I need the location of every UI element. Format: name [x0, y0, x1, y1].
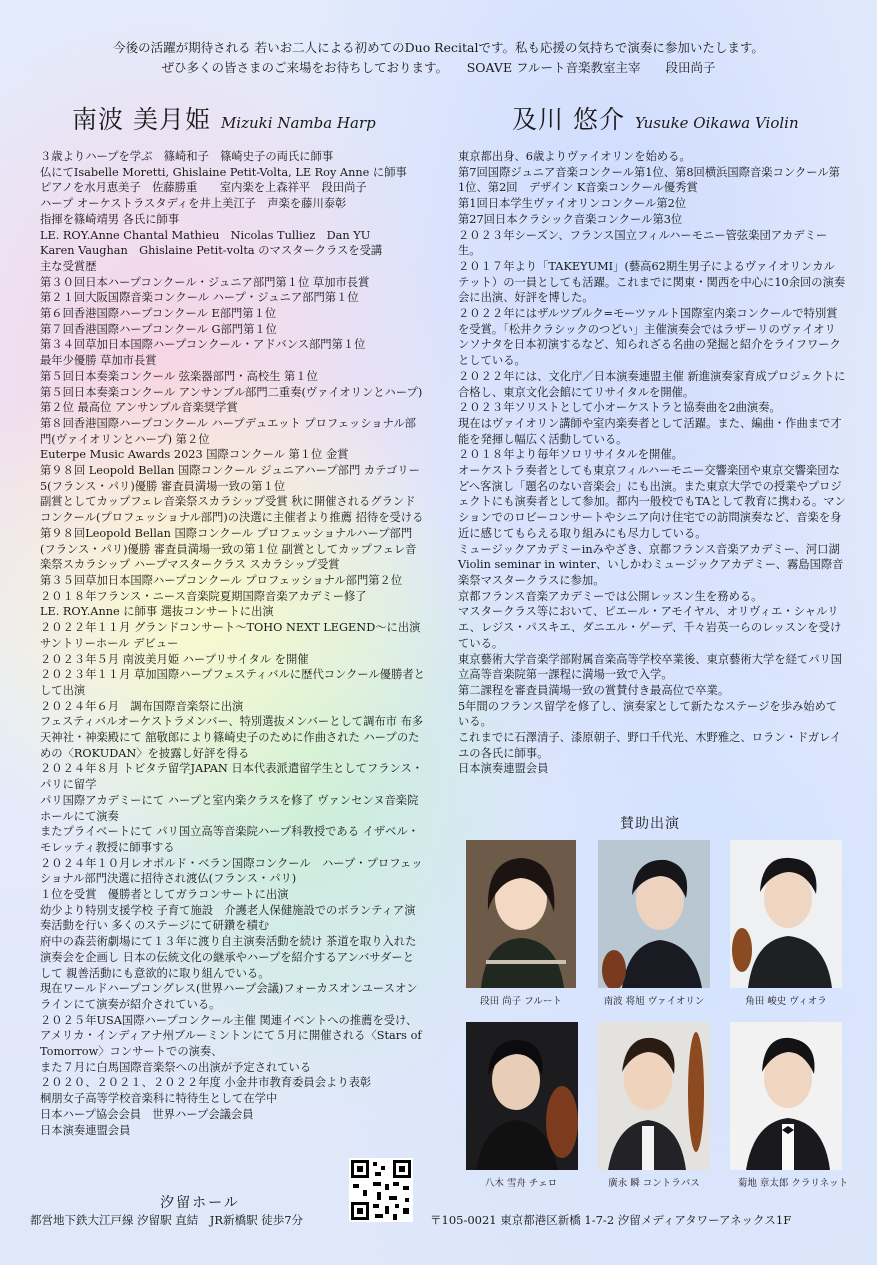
photo-caption: 角田 峻史 ヴィオラ: [745, 996, 827, 1007]
performer-name-romaji: Yusuke Oikawa Violin: [634, 114, 799, 132]
venue-access: 都営地下鉄大江戸線 汐留駅 直結 JR新橋駅 徒歩7分: [30, 1213, 304, 1227]
photo-viola: [730, 840, 842, 988]
support-title: 賛助出演: [620, 816, 680, 832]
performer-bio-left: [40, 149, 425, 1138]
performer-name-left: [72, 100, 376, 136]
qr-code[interactable]: [349, 1158, 413, 1222]
bio-text: 東京都出身、6歳よりヴァイオリンを始める。 第7回国際ジュニア音楽コンクール第1位、第8回横浜国際音楽コンクール第1位、第2回 デザイン K音楽コンクール優秀賞 第1回日本学生ヴァイオリンコンクール第2位 第27回日本クラシック音楽コンクール第3位 ２０２３年シーズン、フランス国立フィルハーモニー管弦楽団アカデミー生。 ２０１７年より「TAKEYUMI」(藝高62期生男子によるヴァイオリンカルテット）の一員としても活躍。これまでに関東・関西を中心に10余回の演奏会に出演、好評を博した。 ２０２２年にはザルツブルク=モーツァルト国際室内楽コンクールで特別賞を受賞。「松井クラシックのつどい」主催演奏会ではラザーリのヴァイオリンソナタを日本初演するなど、知られざる名曲の発掘と紹介をライフワークとしている。 ２０２２年には、文化庁／日本演奏連盟主催 新進演奏家育成プロジェクトに合格し、東京文化会館にてリサイタルを開催。 ２０２３年ソリストとして小オーケストラと協奏曲を2曲演奏。 現在はヴァイオリン講師や室内楽奏者として活躍。また、編曲・作曲まで才能を発揮し幅広く活動している。 ２０１８年より毎年ソロリサイタルを開催。 オーケストラ奏者としても東京フィルハーモニー交響楽団や東京交響楽団などへ客演し「題名のない音楽会」にも出演。また東京大学での授業やプロジェクトにも演奏者として参加。都内一般校でもTAとして教育に携わる。マンションでのロビーコンサートやシニア向け住宅での訪問演奏など、音楽を身近に感じてもらえる取り組みにも尽力している。 ミュージックアカデミーinみやざき、京都フランス音楽アカデミー、河口湖Violin seminar in winter、いしかわミュージックアカデミー、霧島国際音楽祭マスタークラスに参加。 京都フランス音楽アカデミーでは公開レッスン生を務める。 マスタークラス等において、ピエール・アモイヤル、オリヴィエ・シャルリエ、レジス・パスキエ、ダニエル・ゲーデ、千々岩英一らのレッスンを受けている。 東京藝術大学音楽学部附属音楽高等学校卒業後、東京藝術大学を経てパリ国立高等音楽院第一課程に満場一致で入学。 第二課程を審査員満場一致の賞賛付き最高位で卒業。 5年間のフランス留学を修了し、演奏家として新たなステージを歩み始めている。 これまでに石澤清子、漆原朝子、野口千代光、木野雅之、ロラン・ドガレイユの各氏に師事。 日本演奏連盟会員: [458, 150, 846, 776]
photo-violin: [598, 840, 710, 988]
photo-clarinet: [730, 1022, 842, 1170]
performer-name-right: [512, 100, 799, 136]
venue-name: 汐留ホール: [160, 1195, 240, 1211]
intro-line-1: 今後の活躍が期待される 若いお二人による初めてのDuo Recitalです。私も応援の気持ちで演奏に参加いたします。: [113, 40, 764, 55]
intro-message: [20, 38, 857, 78]
photo-caption: 菊地 章太郎 クラリネット: [737, 1178, 849, 1189]
photo-cello: [466, 1022, 578, 1170]
performer-name-jp: 南波 美月姫: [72, 105, 211, 134]
performer-bio-right: [458, 149, 846, 777]
photo-caption: 段田 尚子 フルート: [480, 996, 562, 1007]
intro-line-2: ぜひ多くの皆さまのご来場をお待ちしております。 SOAVE フルート音楽教室主宰 段田尚子: [161, 60, 716, 75]
photo-caption: 南波 将旭 ヴァイオリン: [603, 996, 705, 1007]
venue-address: 〒105-0021 東京都港区新橋 1-7-2 汐留メディアタワーアネックス1F: [430, 1213, 792, 1227]
photo-contrabass: [598, 1022, 710, 1170]
photo-caption: 八木 雪舟 チェロ: [484, 1178, 558, 1189]
performer-name-jp: 及川 悠介: [512, 105, 625, 134]
photo-caption: 廣永 瞬 コントラバス: [608, 1178, 700, 1189]
photo-flute: [466, 840, 576, 988]
performer-name-romaji: Mizuki Namba Harp: [220, 114, 376, 132]
bio-text: ３歳よりハープを学ぶ 篠崎和子 篠崎史子の両氏に師事 仏にてIsabelle Moretti, Ghislaine Petit-Volta, LE Roy Anne に師事 ピアノを水月恵美子 佐藤勝重 室内楽を上森祥平 段田尚子 ハープ オーケストラスタディを井上美江子 声楽を藤川泰彰 指揮を篠崎靖男 各氏に師事 LE. ROY.Anne Chantal Mathieu Nicolas Tulliez Dan YU Karen Vaughan Ghislaine Petit-volta のマスタークラスを受講 主な受賞歴 第３０回日本ハープコンクール・ジュニア部門第１位 草加市長賞 第２１回大阪国際音楽コンクール ハープ・ジュニア部門第１位 第６回香港国際ハープコンクール E部門第１位 第７回香港国際ハープコンクール G部門第１位 第３４回草加日本国際ハープコンクール・アドバンス部門第１位 最年少優勝 草加市長賞 第５回日本奏楽コンクール 弦楽器部門・高校生 第１位 第５回日本奏楽コンクール アンサンブル部門二重奏(ヴァイオリンとハープ)第２位 最高位 アンサンブル音楽奨学賞 第８回香港国際ハープコンクール ハープデュエット プロフェッショナル部門(ヴァイオリンとハープ) 第２位 Euterpe Music Awards 2023 国際コンクール 第１位 金賞 第９８回 Leopold Bellan 国際コンクール ジュニアハープ部門 カテゴリー5(フランス・パリ)優勝 審査員満場一致の第１位 副賞としてカップフェレ音楽祭スカラシップ受賞 秋に開催されるグランドコンクール(プロフェッショナル部門)の決選に主催者より推薦 招待を受ける 第９８回Leopold Bellan 国際コンクール プロフェッショナルハープ部門(フランス・パリ)優勝 審査員満場一致の第１位 副賞としてカップフェレ音楽祭スカラシップ ハープマスタークラス スカラシップ受賞 第３５回草加日本国際ハープコンクール プロフェッショナル部門第２位 ２０１８年フランス・ニース音楽院夏期国際音楽アカデミー修了 LE. ROY.Anne に師事 選抜コンサートに出演 ２０２２年１１月 グランドコンサート～TOHO NEXT LEGEND～に出演 サントリーホール デビュー ２０２３年５月 南波美月姫 ハープリサイタル を開催 ２０２３年１１月 草加国際ハープフェスティバルに歴代コンクール優勝者として出演 ２０２４年６月 調布国際音楽祭に出演 フェスティバルオーケストラメンバー、特別選抜メンバーとして調布市 布多天神社・神楽殿にて 舘敬郎により篠崎史子のために作曲された ハープのための〈ROKUDAN〉を披露し好評を得る ２０２４年８月 トビタテ留学JAPAN 日本代表派遣留学生としてフランス・パリに留学 パリ国際アカデミーにて ハープと室内楽クラスを修了 ヴァンセンヌ音楽院ホールにて演奏 またプライベートにて パリ国立高等音楽院ハープ科教授である イザベル・モレッティ教授に師事する ２０２４年１０月レオポルド・ベラン国際コンクール ハープ・プロフェッショナル部門決選に招待され渡仏(フランス・パリ) １位を受賞 優勝者としてガラコンサートに出演 幼少より特別支援学校 子育て施設 介護老人保健施設でのボランティア演奏活動を行い 多くのステージにて研鑽を積む 府中の森芸術劇場にて１３年に渡り自主演奏活動を続け 茶道を取り入れた演奏会を企画し 日本の伝統文化の継承やハープを紹介するアンバサダーとして 親善活動にも意欲的に取り組んでいる。 現在ワールドハープコングレス(世界ハープ会議)フォーカスオンユースオンラインにて演奏が紹介されている。 ２０２５年USA国際ハープコンクール主催 関連イベントへの推薦を受け、アメリカ・インディアナ州ブルーミントンにて５月に開催される〈Stars of Tomorrow〉コンサートでの演奏、 また７月に白馬国際音楽祭への出演が予定されている ２０２０、２０２１、２０２２年度 小金井市教育委員会より表彰 桐朋女子高等学校音楽科に特待生として在学中 日本ハープ協会会員 世界ハープ会議会員 日本演奏連盟会員: [40, 150, 425, 1137]
